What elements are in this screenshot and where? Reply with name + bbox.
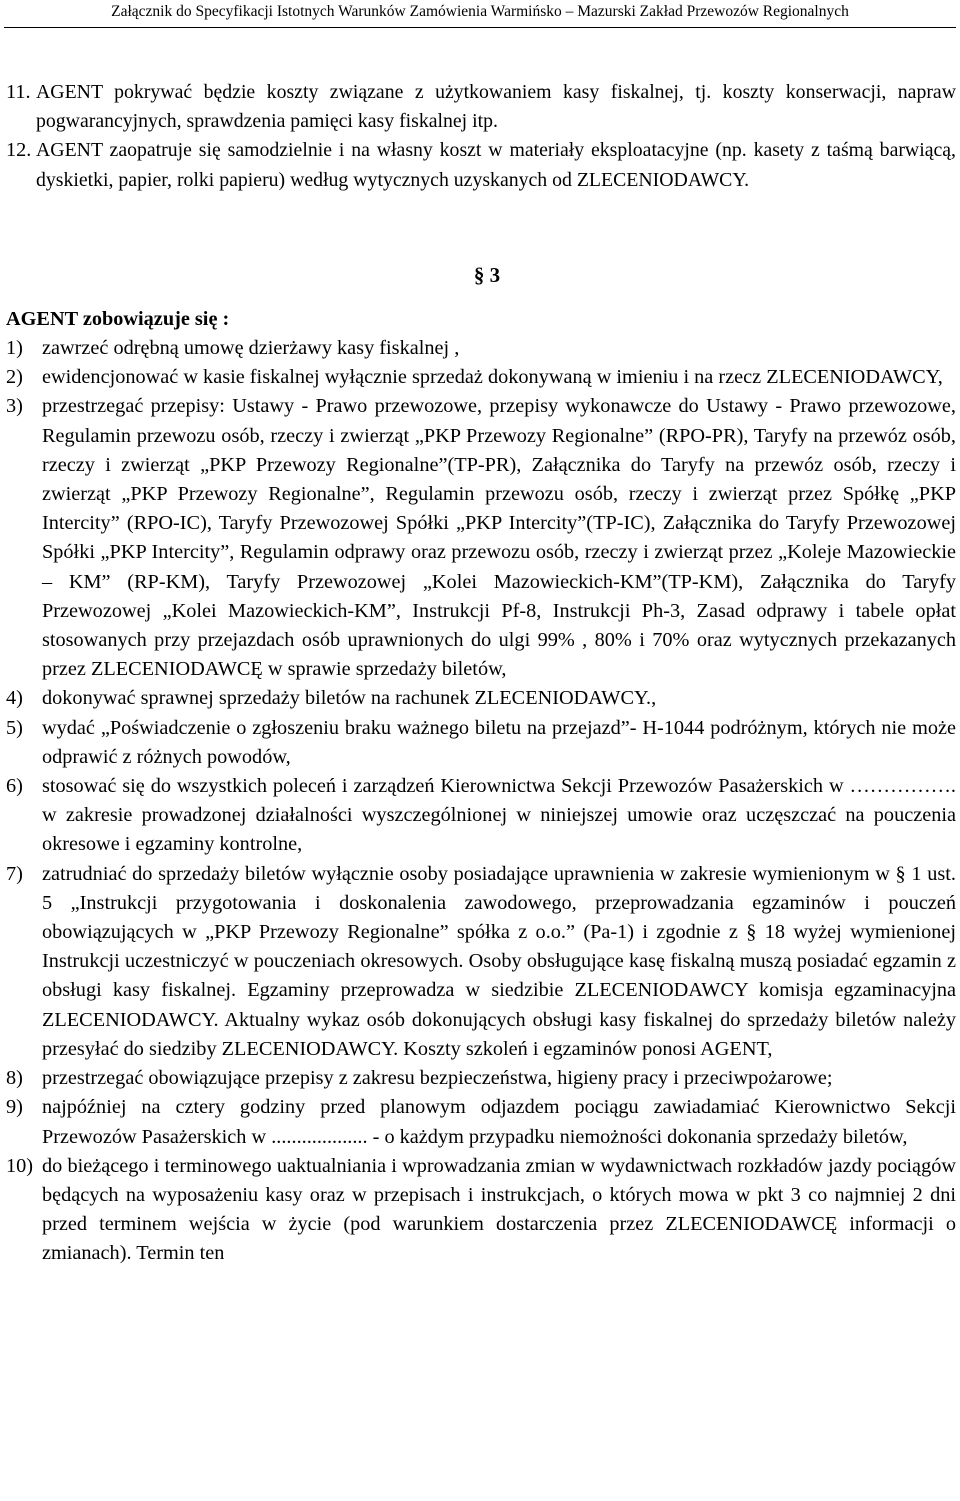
section-lead: AGENT zobowiązuje się : — [6, 307, 230, 330]
item-text: ewidencjonować w kasie fiskalnej wyłącznie sprzedaż dokonywaną w imieniu i na rzecz ZLECENIODAWCY, — [42, 366, 943, 389]
item-text: do bieżącego i terminowego uaktualniania i wprowadzania zmian w wydawnictwach rozkładów jazdy pociągów będących na wyposażeniu kasy oraz w przepisach i instrukcjach, o których mowa w pkt 3 co najmniej 2 dni przed terminem wejścia w życie (pod warunkiem dostarczenia przez ZLECENIODAWCĘ informacji o zmianach). Termin ten — [42, 1154, 956, 1265]
list-item — [6, 392, 956, 684]
item-text: stosować się do wszystkich poleceń i zarządzeń Kierownictwa Sekcji Przewozów Pasażerskich w ……………. w zakresie prowadzonej działalności wyszczególnionej w niniejszej umowie oraz uczęszczać na pouczenia okresowe i egzaminy kontrolne, — [42, 775, 956, 856]
list-item — [6, 334, 956, 363]
obligations-list — [6, 334, 956, 1269]
item-number: 11. — [6, 81, 31, 103]
list-item — [6, 363, 956, 392]
item-text: przestrzegać obowiązujące przepisy z zakresu bezpieczeństwa, higieny pracy i przeciwpożarowe; — [42, 1067, 833, 1090]
item-text: wydać „Poświadczenie o zgłoszeniu braku ważnego biletu na przejazd”- H-1044 podróżnym, których nie może odprawić z różnych powodów, — [42, 716, 956, 768]
item-number: 3) — [6, 395, 23, 418]
list-item — [6, 860, 956, 1064]
item-number: 2) — [6, 366, 23, 389]
header-divider — [4, 27, 956, 28]
page-header: Załącznik do Specyfikacji Istotnych Warunków Zamówienia Warmińsko – Mazurski Zakład Przewozów Regionalnych — [111, 3, 849, 20]
item-number: 6) — [6, 775, 23, 798]
list-item — [6, 714, 956, 772]
list-item — [6, 1064, 956, 1093]
item-number: 5) — [6, 716, 23, 739]
list-item — [6, 78, 956, 136]
item-text: AGENT zaopatruje się samodzielnie i na własny koszt w materiały eksploatacyjne (np. kasety z taśmą barwiącą, dyskietki, papier, rolki papieru) według wytycznych uzyskanych od ZLECENIODAWCY. — [36, 139, 956, 191]
list-item — [6, 136, 956, 194]
list-item — [6, 1093, 956, 1151]
list-item — [6, 1152, 956, 1269]
item-text: przestrzegać przepisy: Ustawy - Prawo przewozowe, przepisy wykonawcze do Ustawy - Prawo przewozowe, Regulamin przewozu osób, rzeczy i zwierząt „PKP Przewozy Regionalne” (RPO-PR), Taryfy na przewóz osób, rzeczy i zwierząt „PKP Przewozy Regionalne”(TP-PR), Załącznika do Taryfy na przewóz osób, rzeczy i zwierząt „PKP Przewozy Regionalne”, Regulamin przewozu osób, rzeczy i zwierząt przez Spółkę „PKP Intercity” (RPO-IC), Taryfy Przewozowej Spółki „PKP Intercity”(TP-IC), Załącznika do Taryfy Przewozowej Spółki „PKP Intercity”, Regulamin odprawy oraz przewozu osób, rzeczy i zwierząt przez „Koleje Mazowieckie – KM” (RP-KM), Taryfy Przewozowej „Kolei Mazowieckich-KM”(TP-KM), Załącznika do Taryfy Przewozowej „Kolei Mazowieckich-KM”, Instrukcji Pf-8, Instrukcji Ph-3, Zasad odprawy i tabele opłat stosowanych przy przejazdach osób uprawnionych do ulgi 99% , 80% i 70% oraz wytycznych przekazanych przez ZLECENIODAWCĘ w sprawie sprzedaży biletów, — [42, 395, 956, 681]
item-number: 4) — [6, 687, 23, 710]
item-text: zatrudniać do sprzedaży biletów wyłącznie osoby posiadające uprawnienia w zakresie wymienionym w § 1 ust. 5 „Instrukcji przygotowania i doskonalenia zawodowego, przeprowadzania egzaminów i pouczeń obowiązujących w „PKP Przewozy Regionalne” spółka z o.o.” (Pa-1) i zgodnie z § 18 wyżej wymienionej Instrukcji uczestniczyć w pouczeniach okresowych. Osoby obsługujące kasę fiskalną muszą posiadać egzamin z obsługi kasy fiskalnej. Egzaminy przeprowadza w siedzibie ZLECENIODAWCY komisja egzaminacyjna ZLECENIODAWCY. Aktualny wykaz osób dokonujących obsługi kasy fiskalnej do sprzedaży biletów należy przesyłać do siedziby ZLECENIODAWCY. Koszty szkoleń i egzaminów ponosi AGENT, — [42, 862, 956, 1060]
document-body — [6, 78, 956, 1269]
section-heading: § 3 — [473, 262, 501, 287]
item-number: 7) — [6, 862, 23, 885]
item-number: 1) — [6, 337, 23, 360]
item-number: 12. — [6, 139, 32, 162]
item-text: najpóźniej na cztery godziny przed planowym odjazdem pociągu zawiadamiać Kierownictwo Sekcji Przewozów Pasażerskich w ................... - o każdym przypadku niemożności dokonania sprzedaży biletów, — [42, 1096, 956, 1148]
item-number: 10) — [6, 1154, 34, 1177]
preceding-items — [6, 78, 956, 195]
list-item — [6, 684, 956, 713]
item-number: 9) — [6, 1096, 23, 1119]
list-item — [6, 772, 956, 860]
item-text: AGENT pokrywać będzie koszty związane z użytkowaniem kasy fiskalnej, tj. koszty konserwacji, napraw pogwarancyjnych, sprawdzenia pamięci kasy fiskalnej itp. — [36, 81, 956, 133]
item-number: 8) — [6, 1067, 23, 1090]
item-text: zawrzeć odrębną umowę dzierżawy kasy fiskalnej , — [42, 337, 460, 360]
item-text: dokonywać sprawnej sprzedaży biletów na rachunek ZLECENIODAWCY., — [42, 687, 657, 710]
